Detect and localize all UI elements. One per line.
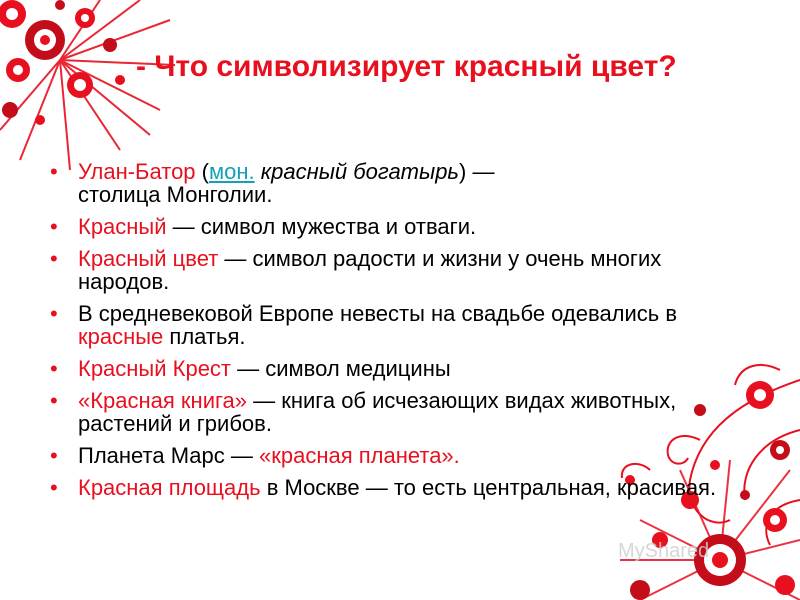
paren-open-text: (: [195, 159, 209, 184]
watermark: MyShared: [618, 540, 710, 562]
italic-translation-text: красный богатырь: [254, 159, 460, 184]
bullet-list: [50, 160, 730, 508]
body-text: в Москве — то есть центральная, красивая.: [260, 475, 717, 500]
list-item: [50, 160, 730, 206]
paren-close-text: ) —: [459, 159, 495, 184]
mongolian-abbrev-link[interactable]: мон.: [209, 159, 255, 184]
bullet-icon: •: [50, 214, 58, 239]
highlight-text: Улан-Батор: [78, 159, 196, 184]
bullet-icon: •: [50, 475, 58, 500]
list-item: [50, 215, 730, 238]
list-item: [50, 357, 730, 380]
bullet-icon: •: [50, 246, 58, 271]
body-text: — символ радости и жизни у очень многих народов.: [78, 246, 662, 294]
body-text: платья.: [163, 324, 246, 349]
slide-title: - Что символизирует красный цвет?: [136, 50, 677, 83]
body-text: — книга об исчезающих видах животных, растений и грибов.: [78, 388, 677, 436]
list-item: [50, 247, 730, 293]
highlight-text: красные: [78, 324, 164, 349]
bullet-icon: •: [50, 443, 58, 468]
list-item: [50, 302, 730, 348]
bullet-icon: •: [50, 159, 58, 184]
highlight-text: Красный Крест: [78, 356, 232, 381]
highlight-text: Красный: [78, 214, 167, 239]
body-text: — символ мужества и отваги.: [166, 214, 477, 239]
highlight-text: Красный цвет: [78, 246, 219, 271]
highlight-text: Красная площадь: [78, 475, 261, 500]
bullet-icon: •: [50, 356, 58, 381]
capital-text: столица Монголии.: [78, 182, 273, 207]
body-text: — символ медицины: [231, 356, 451, 381]
body-text: В средневековой Европе невесты на свадьбе одевались в: [78, 301, 678, 326]
list-item: [50, 444, 730, 467]
list-item: [50, 389, 730, 435]
highlight-text: «красная планета».: [258, 443, 460, 468]
bullet-icon: •: [50, 388, 58, 413]
highlight-text: «Красная книга»: [78, 388, 248, 413]
body-text: Планета Марс —: [78, 443, 259, 468]
bullet-icon: •: [50, 301, 58, 326]
list-item: [50, 476, 730, 499]
